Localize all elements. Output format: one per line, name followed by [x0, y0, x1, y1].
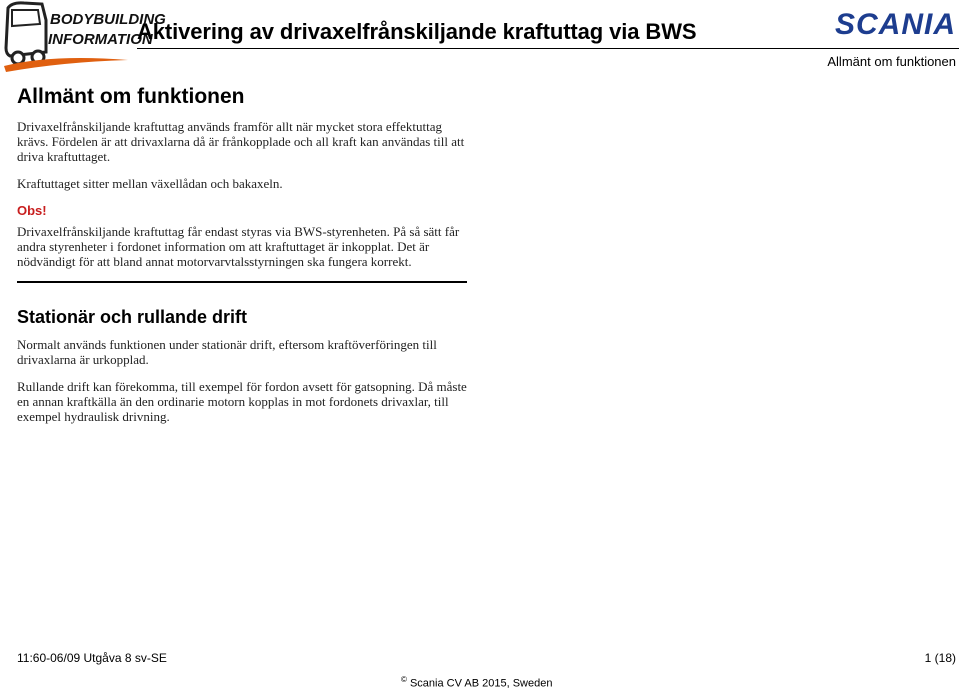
footer-copyright [401, 675, 552, 690]
note-text: Drivaxelfrånskiljande kraftuttag får endast styras via BWS-styrenheten. På så sätt får andra styrenheter i fordonet information om att kraftuttaget är inkopplat. Det är nödvändigt för att bland annat motorvarvtalsstyrningen ska fungera korrekt. [17, 224, 460, 269]
header-section-name: Allmänt om funktionen [827, 54, 956, 69]
footer-document-id: 11:60-06/09 Utgåva 8 sv-SE [17, 651, 167, 665]
document-title: Aktivering av drivaxelfrånskiljande kraftuttag via BWS [137, 19, 697, 44]
scania-logo: SCANIA [834, 8, 956, 41]
note-label: Obs! [17, 203, 47, 218]
logo-text-line2: INFORMATION [48, 31, 153, 48]
paragraph-rolling: Rullande drift kan förekomma, till exempel för fordon avsett för gatsopning. Då måste en annan kraftkälla än den ordinarie motorn kopplas in mot fordonets drivaxlar, till exempel hydraulisk drivning. [17, 379, 467, 424]
section-general [17, 84, 469, 269]
paragraph-location: Kraftuttaget sitter mellan växellådan och bakaxeln. [17, 176, 283, 191]
bodybuilding-information-logo [2, 0, 166, 74]
copyright-text: Scania CV AB 2015, Sweden [409, 677, 553, 690]
main-content [17, 84, 469, 436]
header-divider [137, 48, 959, 49]
section-divider [17, 281, 467, 283]
paragraph-stationary: Normalt används funktionen under stationär drift, eftersom kraftöverföringen till drivaxlarna är urkopplad. [17, 337, 437, 367]
section-stationary-rolling [17, 306, 469, 424]
section-heading-general: Allmänt om funktionen [17, 85, 245, 108]
paragraph-intro: Drivaxelfrånskiljande kraftuttag används framför allt när mycket stora effektuttag krävs. Fördelen är att drivaxlarna då är frånkopplade och all kraft kan användas till att driva kraftuttaget. [17, 119, 465, 164]
logo-text-line1: BODYBUILDING [50, 11, 166, 28]
copyright-symbol: © [401, 675, 407, 684]
section-heading-stationary: Stationär och rullande drift [17, 307, 248, 327]
footer-page-number: 1 (18) [924, 651, 956, 665]
